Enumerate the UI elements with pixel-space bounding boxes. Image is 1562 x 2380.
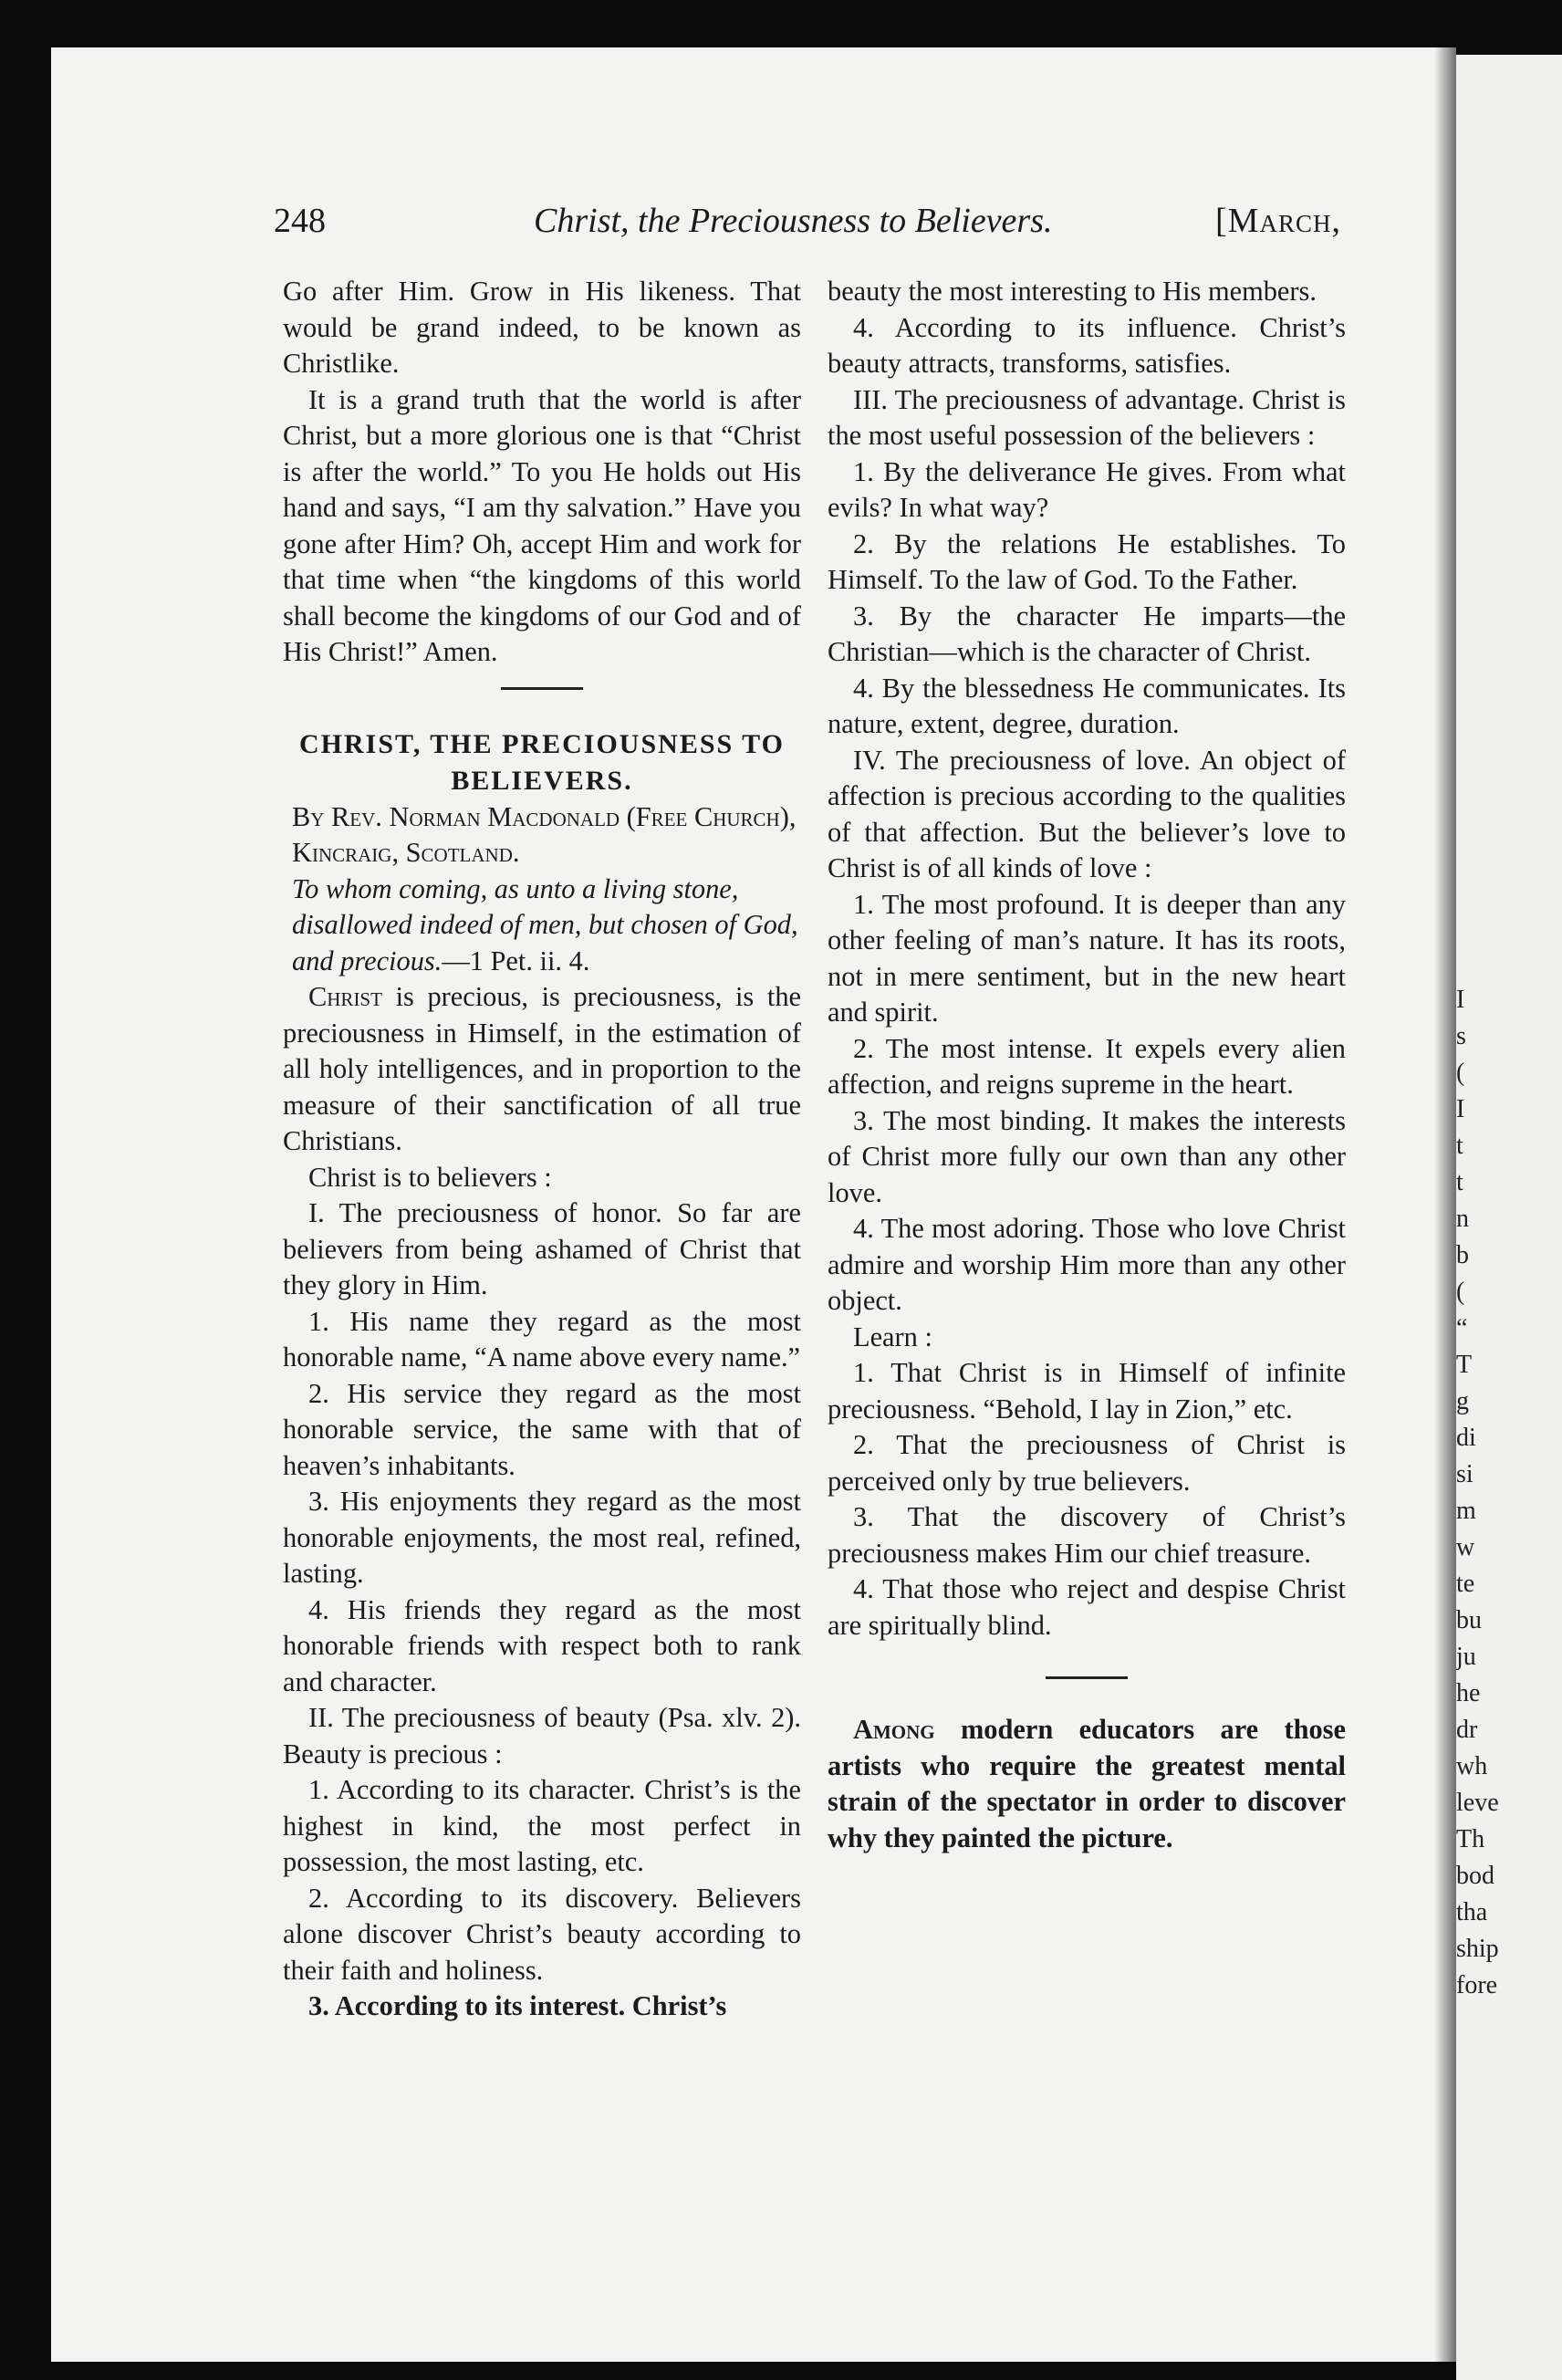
adjacent-page-text: ship	[1456, 1935, 1499, 1963]
paragraph: 2. According to its discovery. Believers alone discover Christ’s beauty according to their faith and holiness.	[283, 1882, 801, 1986]
paragraph-text: modern educators are those artists who require the greatest mental strain of the spectator in order to discover why they painted the picture.	[828, 1714, 1346, 1853]
page-gutter-shadow	[1434, 47, 1456, 2362]
right-column	[828, 274, 1346, 2318]
adjacent-page-text: bod	[1456, 1862, 1494, 1890]
adjacent-page-text: leve	[1456, 1789, 1499, 1817]
article-byline: By Rev. Norman Macdonald (Free Church), Kincraig, Scotland.	[292, 800, 797, 868]
adjacent-page-text: b	[1456, 1241, 1469, 1269]
paragraph	[283, 979, 801, 1160]
adjacent-page-text: t	[1456, 1132, 1463, 1160]
adjacent-page-text: dr	[1456, 1716, 1478, 1744]
adjacent-page-text: “	[1456, 1314, 1468, 1342]
adjacent-page-text: si	[1456, 1460, 1473, 1488]
paragraph: 2. The most intense. It expels every alien affection, and reigns supreme in the heart.	[828, 1032, 1346, 1100]
adjacent-page-text: T	[1456, 1351, 1473, 1379]
paragraph: 4. That those who reject and despise Christ are spiritually blind.	[828, 1573, 1346, 1641]
paragraph: 3. According to its interest. Christ’s	[308, 1990, 727, 2021]
epigraph	[283, 872, 801, 980]
paragraph: 3. By the character He imparts—the Christian—which is the character of Christ.	[828, 600, 1346, 667]
paragraph: 4. By the blessedness He communicates. Its nature, extent, degree, duration.	[828, 672, 1346, 739]
paragraph: I. The preciousness of honor. So far are believers from being ashamed of Christ that they glory in Him.	[283, 1197, 801, 1300]
paragraph: 4. According to its influence. Christ’s beauty attracts, transforms, satisfies.	[828, 311, 1346, 379]
paragraph: IV. The preciousness of love. An object of affection is precious according to the qualities of that affection. But the believer’s love to Christ is of all kinds of love :	[828, 744, 1346, 883]
adjacent-page-text: bu	[1456, 1606, 1482, 1634]
paragraph: beauty the most interesting to His members.	[828, 276, 1317, 307]
paragraph-text: is precious, is preciousness, is the preciousness in Himself, in the estimation of all holy intelligences, and in proportion to the measure of their sanctification of all true Christians.	[283, 981, 801, 1156]
paragraph: III. The preciousness of advantage. Christ is the most useful possession of the believers :	[828, 383, 1346, 451]
adjacent-page-text: te	[1456, 1570, 1475, 1598]
paragraph: 2. His service they regard as the most honorable service, the same with that of heaven’s inhabitants.	[283, 1377, 801, 1481]
section-divider	[501, 687, 583, 690]
adjacent-page-text: (	[1456, 1278, 1465, 1306]
adjacent-page-text: (	[1456, 1059, 1465, 1087]
adjacent-page-text: tha	[1456, 1898, 1488, 1926]
lead-word: Among	[853, 1714, 935, 1745]
epigraph-text: To whom coming, as unto a living stone, disallowed indeed of men, but chosen of God, and precious.	[292, 872, 798, 976]
paragraph: 1. By the deliverance He gives. From what evils? In what way?	[828, 455, 1346, 523]
paragraph: Go after Him. Grow in His likeness. That would be grand indeed, to be known as Christlike.	[283, 276, 801, 379]
paragraph: It is a grand truth that the world is after Christ, but a more glorious one is that “Christ is after the world.” To you He holds out His hand and says, “I am thy salvation.” Have you gone after Him? Oh, accept Him and work for that time when “the kingdoms of this world shall become the kingdoms of our God and of His Christ!” Amen.	[283, 383, 801, 667]
adjacent-page-text: di	[1456, 1424, 1476, 1452]
adjacent-page-fragment	[1456, 55, 1562, 2380]
paragraph	[828, 1712, 1346, 1856]
paragraph: II. The preciousness of beauty (Psa. xlv. 2). Beauty is precious :	[283, 1702, 801, 1769]
adjacent-page-text: g	[1456, 1387, 1469, 1415]
adjacent-page-text: w	[1456, 1533, 1475, 1561]
paragraph: 1. That Christ is in Himself of infinite preciousness. “Behold, I lay in Zion,” etc.	[828, 1357, 1346, 1425]
adjacent-page-text: I	[1456, 1095, 1465, 1123]
adjacent-page-text: n	[1456, 1205, 1469, 1233]
adjacent-page-text: s	[1456, 1022, 1466, 1050]
adjacent-page-text: Th	[1456, 1825, 1485, 1853]
section-divider	[1046, 1676, 1128, 1679]
paragraph: 2. By the relations He establishes. To Himself. To the law of God. To the Father.	[828, 527, 1346, 595]
paragraph: Learn :	[853, 1320, 932, 1352]
paragraph: 3. The most binding. It makes the interests of Christ more fully our own than any other love.	[828, 1104, 1346, 1208]
running-header	[274, 201, 1341, 256]
paragraph: 3. His enjoyments they regard as the most honorable enjoyments, the most real, refined, lasting.	[283, 1486, 801, 1589]
article-title: CHRIST, THE PRECIOUSNESS TO BELIEVERS.	[299, 728, 785, 796]
adjacent-page-text: wh	[1456, 1752, 1488, 1780]
lead-word: Christ	[308, 981, 382, 1012]
left-column	[283, 274, 801, 2318]
epigraph-reference: —1 Pet. ii. 4.	[442, 945, 590, 976]
adjacent-page-text: t	[1456, 1168, 1463, 1196]
adjacent-page-text: he	[1456, 1679, 1481, 1707]
adjacent-page-text: m	[1456, 1497, 1476, 1525]
paragraph: 3. That the discovery of Christ’s preciousness makes Him our chief treasure.	[828, 1501, 1346, 1569]
paragraph: 1. According to its character. Christ’s is the highest in kind, the most perfect in possession, the most lasting, etc.	[283, 1774, 801, 1877]
running-title: Christ, the Preciousness to Believers.	[534, 202, 1053, 240]
paragraph: 4. His friends they regard as the most honorable friends with respect both to rank and character.	[283, 1593, 801, 1697]
paragraph: 1. The most profound. It is deeper than any other feeling of man’s nature. It has its roots, not in mere sentiment, but in the new heart and spirit.	[828, 888, 1346, 1028]
header-month: [March,	[1215, 202, 1341, 240]
adjacent-page-text: fore	[1456, 1971, 1498, 1999]
adjacent-page-text: I	[1456, 986, 1465, 1014]
paragraph: Christ is to believers :	[308, 1161, 552, 1193]
paragraph: 1. His name they regard as the most honorable name, “A name above every name.”	[283, 1305, 801, 1373]
page-number: 248	[274, 202, 326, 240]
paragraph: 2. That the preciousness of Christ is perceived only by true believers.	[828, 1429, 1346, 1497]
adjacent-page-text: ju	[1456, 1643, 1476, 1671]
paragraph: 4. The most adoring. Those who love Christ admire and worship Him more than any other object.	[828, 1213, 1346, 1316]
